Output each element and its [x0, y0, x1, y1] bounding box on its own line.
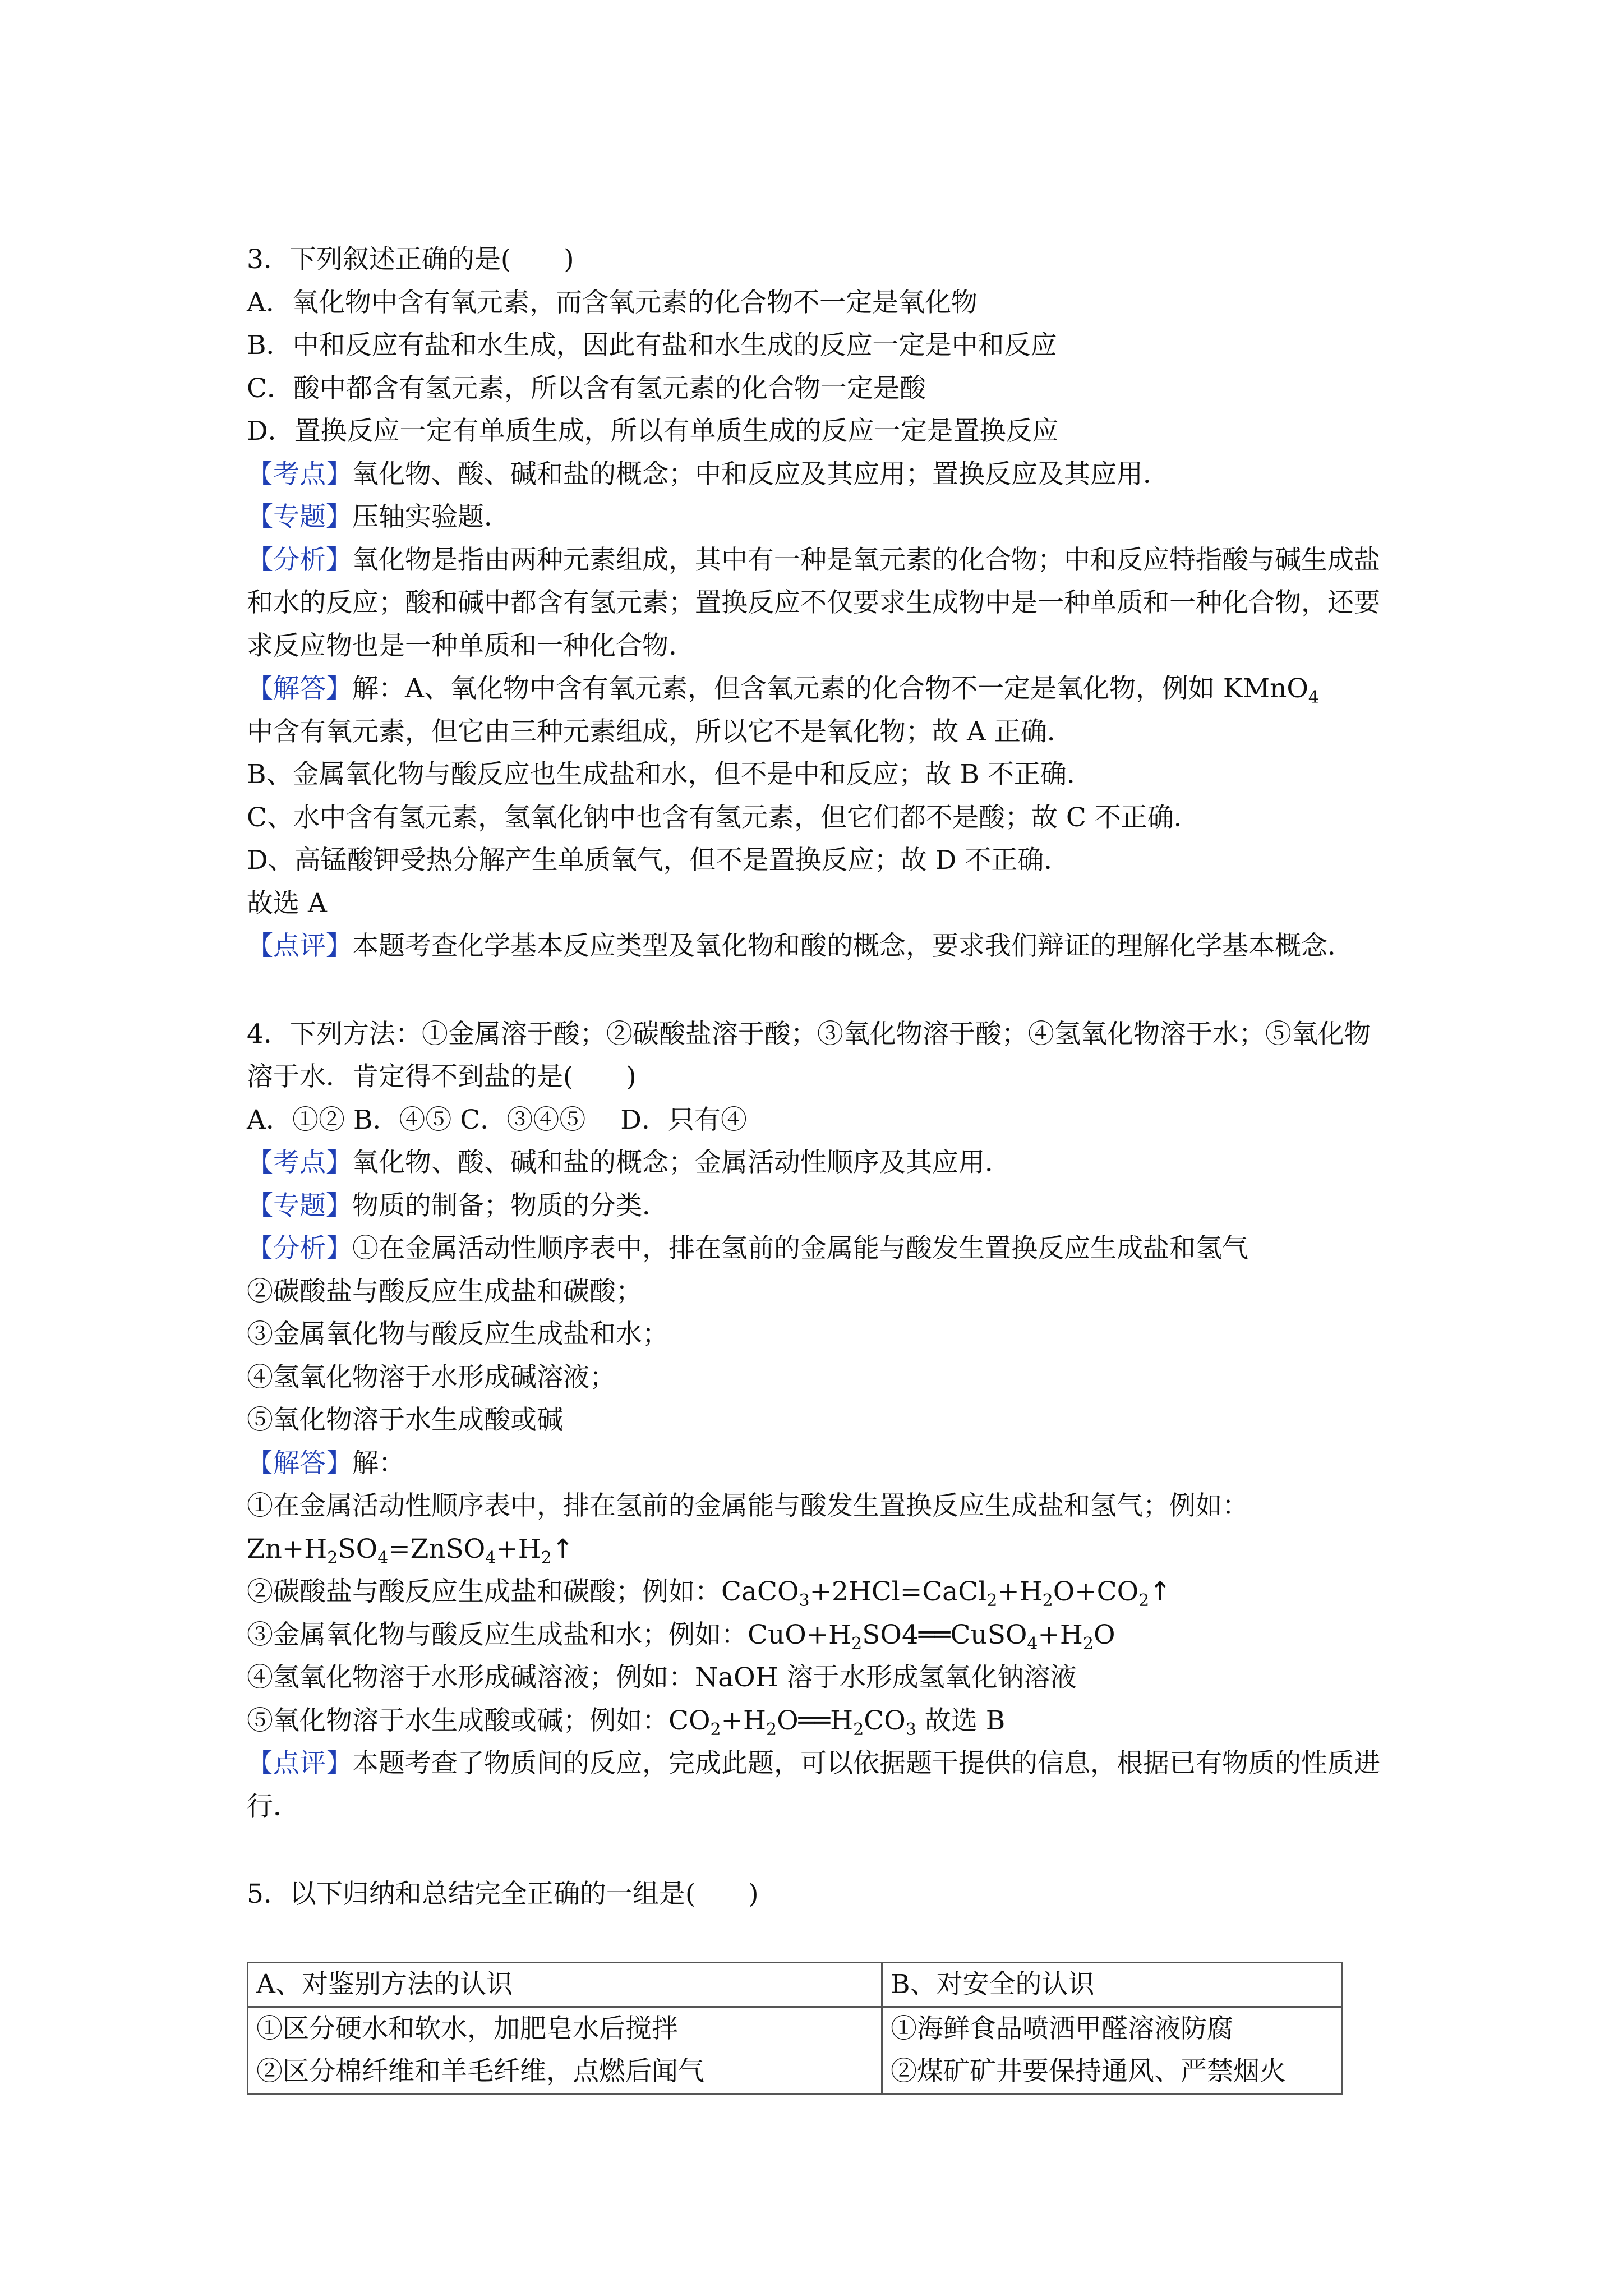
q3-option-b: B．中和反应有盐和水生成，因此有盐和水生成的反应一定是中和反应	[247, 330, 1057, 361]
q3-jieda-line1	[247, 668, 1385, 711]
eq-text: O══H	[777, 1705, 854, 1736]
eq-text: +H	[496, 1533, 541, 1565]
kaodian-text: 氧化物、酸、碱和盐的概念；金属活动性顺序及其应用．	[352, 1147, 1011, 1178]
cell-line: ②区分棉纤维和羊毛纤维，点燃后闻气	[256, 2056, 704, 2087]
zhuanti-text: 压轴实验题．	[352, 501, 510, 532]
jieda-head: 解：	[352, 1447, 405, 1479]
table-row	[248, 1963, 1343, 2007]
q4-kaodian	[247, 1142, 1385, 1185]
q3-dianping	[247, 925, 1385, 968]
table-header-b: B、对安全的认识	[882, 1963, 1343, 2007]
q4-options: A．①② B．④⑤ C．③④⑤ D．只有④	[247, 1104, 747, 1135]
q4-jieda-4: ④氢氧化物溶于水形成碱溶液；例如：NaOH 溶于水形成氢氧化钠溶液	[247, 1662, 1077, 1693]
eq-text: CO	[864, 1705, 906, 1736]
eq-text: 故选 B	[916, 1705, 1006, 1736]
dianping-tag: 【点评】	[247, 1748, 352, 1779]
subscript: 2	[1042, 1591, 1053, 1611]
subscript: 2	[1138, 1591, 1150, 1611]
q4-zhuanti	[247, 1185, 1385, 1228]
zhuanti-tag: 【专题】	[247, 1190, 352, 1221]
table-row	[248, 2007, 1343, 2094]
eq-text: SO4══CuSO	[862, 1619, 1027, 1650]
q5-stem: 5．以下归纳和总结完全正确的一组是( )	[247, 1879, 759, 1910]
subscript: 2	[766, 1719, 777, 1740]
q4-equation-1	[247, 1528, 1385, 1571]
subscript: 2	[986, 1591, 998, 1611]
q4-fenxi	[247, 1227, 1385, 1271]
subscript: 4	[485, 1548, 496, 1568]
q5-options-table	[247, 1962, 1343, 2095]
table-cell-b	[882, 2007, 1343, 2094]
eq-text: =ZnSO	[388, 1533, 486, 1565]
dianping-tag: 【点评】	[247, 931, 352, 961]
document-content	[247, 238, 1385, 1916]
jieda-tag: 【解答】	[247, 673, 352, 704]
eq-text: ③金属氧化物与酸反应生成盐和水；例如：CuO+H	[247, 1619, 852, 1650]
fenxi-tag: 【分析】	[247, 1233, 352, 1264]
eq-text: +2HCl=CaCl	[809, 1576, 987, 1607]
q3-stem: 3．下列叙述正确的是( )	[247, 244, 574, 275]
dianping-text: 本题考查化学基本反应类型及氧化物和酸的概念，要求我们辩证的理解化学基本概念．	[352, 931, 1354, 961]
eq-text: ⑤氧化物溶于水生成酸或碱；例如：CO	[247, 1705, 711, 1736]
subscript: 3	[799, 1591, 810, 1611]
eq-text: +H	[1038, 1619, 1083, 1650]
subscript: 2	[541, 1548, 552, 1568]
cell-line: ①区分硬水和软水，加肥皂水后搅拌	[256, 2013, 678, 2044]
fenxi-text: 氧化物是指由两种元素组成，其中有一种是氧元素的化合物；中和反应特指酸与碱生成盐和水的反应；酸和碱中都含有氢元素；置换反应不仅要求生成物中是一种单质和一种化合物，还要求反应物也是一种单质和一种化合物．	[247, 544, 1380, 661]
q3-option-a: A．氧化物中含有氧元素，而含氧元素的化合物不一定是氧化物	[247, 287, 978, 318]
up-arrow-icon: ↑	[551, 1533, 574, 1565]
q4-fenxi-line2: ②碳酸盐与酸反应生成盐和碳酸；	[247, 1276, 642, 1307]
up-arrow-icon: ↑	[1149, 1576, 1172, 1607]
subscript: 3	[905, 1719, 916, 1740]
subscript: 2	[851, 1634, 863, 1654]
q4-jieda-3	[247, 1614, 1385, 1657]
table-header-a: A、对鉴别方法的认识	[248, 1963, 882, 2007]
q3-zhuanti	[247, 496, 1385, 539]
zhuanti-text: 物质的制备；物质的分类．	[352, 1190, 668, 1221]
subscript: 4	[1308, 688, 1320, 707]
q4-fenxi-line5: ⑤氧化物溶于水生成酸或碱	[247, 1405, 563, 1435]
q4-jieda-2	[247, 1571, 1385, 1614]
q3-answer: 故选 A	[247, 887, 327, 919]
q4-stem: 4．下列方法：①金属溶于酸；②碳酸盐溶于酸；③氧化物溶于酸；④氢氧化物溶于水；⑤氧化物溶于水．肯定得不到盐的是( )	[247, 1018, 1371, 1092]
kaodian-tag: 【考点】	[247, 1147, 352, 1178]
subscript: 4	[1027, 1634, 1038, 1654]
eq-text: +H	[721, 1705, 766, 1736]
q3-option-d: D．置换反应一定有单质生成，所以有单质生成的反应一定是置换反应	[247, 416, 1059, 447]
q4-fenxi-line3: ③金属氧化物与酸反应生成盐和水；	[247, 1319, 668, 1350]
cell-line: ①海鲜食品喷洒甲醛溶液防腐	[891, 2013, 1233, 2044]
subscript: 2	[853, 1719, 864, 1740]
table-cell-a	[248, 2007, 882, 2094]
eq-text: O	[1093, 1619, 1115, 1650]
cell-line: ②煤矿矿井要保持通风、严禁烟火	[891, 2056, 1286, 2087]
q3-fenxi	[247, 539, 1385, 668]
fenxi-tag: 【分析】	[247, 544, 352, 576]
fenxi-text: ①在金属活动性顺序表中，排在氢前的金属能与酸发生置换反应生成盐和氢气	[352, 1233, 1248, 1264]
q3-kaodian	[247, 453, 1385, 496]
eq-text: O+CO	[1053, 1576, 1139, 1607]
eq-text: SO	[338, 1533, 378, 1565]
kaodian-tag: 【考点】	[247, 458, 352, 490]
q3-jieda-b: B、金属氧化物与酸反应也生成盐和水，但不是中和反应；故 B 不正确．	[247, 759, 1093, 790]
eq-text: Zn+H	[247, 1533, 328, 1565]
jieda-tag: 【解答】	[247, 1447, 352, 1479]
subscript: 2	[1082, 1634, 1094, 1654]
q3-jieda-line2: 中含有氧元素，但它由三种元素组成，所以它不是氧化物；故 A 正确．	[247, 716, 1073, 747]
subscript: 4	[377, 1548, 389, 1568]
q4-jieda-5	[247, 1700, 1385, 1743]
q4-dianping	[247, 1742, 1385, 1828]
zhuanti-tag: 【专题】	[247, 501, 352, 532]
subscript: 2	[710, 1719, 721, 1740]
eq-text: +H	[997, 1576, 1043, 1607]
jieda-text: 解：A、氧化物中含有氧元素，但含氧元素的化合物不一定是氧化物，例如 KMnO	[352, 673, 1308, 704]
q3-jieda-d: D、高锰酸钾受热分解产生单质氧气，但不是置换反应；故 D 不正确．	[247, 845, 1071, 876]
eq-text: ②碳酸盐与酸反应生成盐和碳酸；例如：CaCO	[247, 1576, 799, 1607]
spacer	[247, 968, 1385, 1013]
q3-jieda-c: C、水中含有氢元素，氢氧化钠中也含有氢元素，但它们都不是酸；故 C 不正确．	[247, 802, 1200, 833]
kaodian-text: 氧化物、酸、碱和盐的概念；中和反应及其应用；置换反应及其应用．	[352, 458, 1169, 490]
dianping-text: 本题考查了物质间的反应，完成此题，可以依据题干提供的信息，根据已有物质的性质进行．	[247, 1748, 1380, 1822]
subscript: 2	[327, 1548, 338, 1568]
q4-fenxi-line4: ④氢氧化物溶于水形成碱溶液；	[247, 1361, 616, 1393]
spacer	[247, 1828, 1385, 1873]
q3-option-c: C．酸中都含有氢元素，所以含有氢元素的化合物一定是酸	[247, 372, 926, 404]
q4-jieda-1: ①在金属活动性顺序表中，排在氢前的金属能与酸发生置换反应生成盐和氢气；例如：	[247, 1490, 1248, 1521]
q4-jieda	[247, 1442, 1385, 1485]
